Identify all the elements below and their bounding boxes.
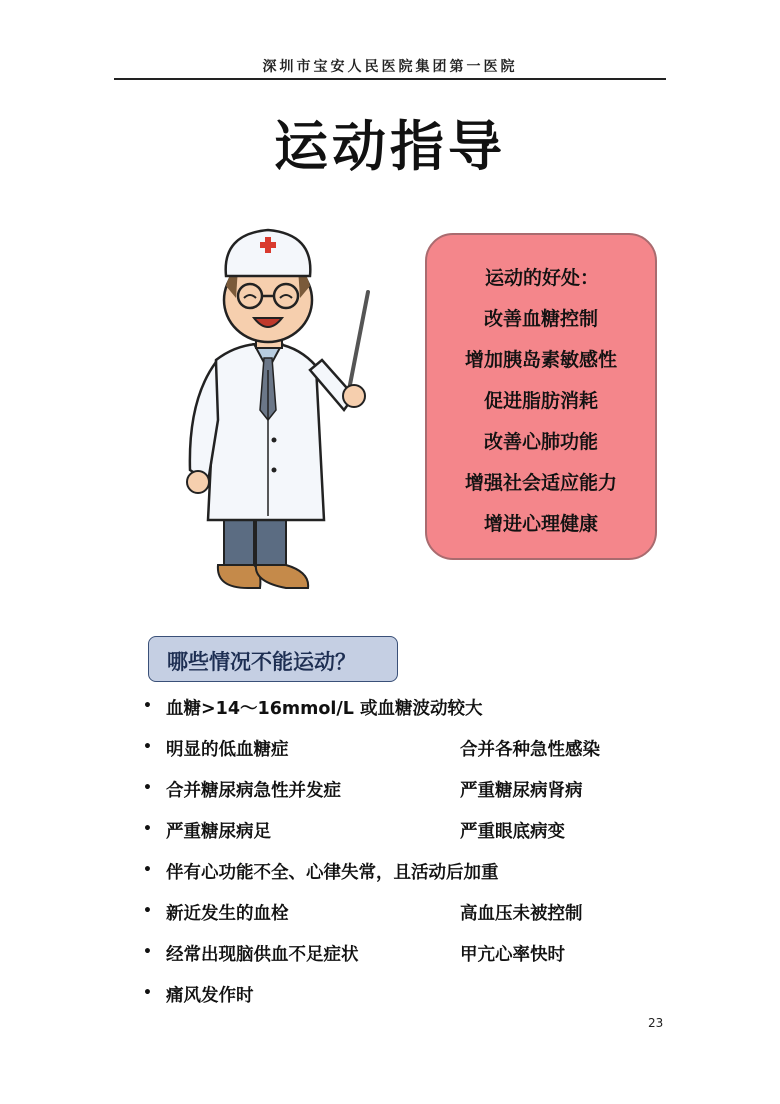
list-item-right: 高血压未被控制 [460, 904, 583, 924]
list-item-left: 经常出现脑供血不足症状 [166, 945, 359, 965]
list-item [0, 859, 780, 900]
benefit-item: 改善血糖控制 [483, 308, 598, 330]
bullet-icon: • [143, 862, 152, 878]
list-item [0, 695, 780, 736]
benefit-item: 改善心肺功能 [483, 431, 598, 453]
list-item-left: 血糖>14～16mmol/L 或血糖波动较大 [166, 699, 483, 719]
page-title: 运动指导 [274, 115, 506, 178]
list-item-right: 合并各种急性感染 [460, 740, 600, 760]
benefit-item: 增加胰岛素敏感性 [464, 349, 617, 371]
benefits-box [425, 233, 657, 560]
list-item [0, 736, 780, 777]
benefits-title: 运动的好处： [485, 267, 600, 289]
bullet-icon: • [143, 985, 152, 1001]
page-number: 23 [648, 1016, 664, 1030]
bullet-icon: • [143, 903, 152, 919]
hospital-header: 深圳市宝安人民医院集团第一医院 [262, 59, 518, 75]
header-divider [114, 78, 666, 80]
bullet-icon: • [143, 698, 152, 714]
bullet-icon: • [143, 739, 152, 755]
bullet-icon: • [143, 780, 152, 796]
list-item [0, 777, 780, 818]
list-item-left: 明显的低血糖症 [166, 740, 289, 760]
bullet-icon: • [143, 944, 152, 960]
list-item-left: 合并糖尿病急性并发症 [166, 781, 341, 801]
doctor-with-pointer-icon [176, 220, 396, 600]
benefits-list [427, 305, 655, 551]
list-item-left: 严重糖尿病足 [166, 822, 271, 842]
list-item-right: 严重糖尿病肾病 [460, 781, 583, 801]
list-item-left: 痛风发作时 [166, 986, 254, 1006]
contraindications-title: 哪些情况不能运动？ [167, 650, 356, 674]
contraindications-heading-box [148, 636, 398, 682]
benefit-item: 增进心理健康 [483, 513, 598, 535]
benefit-item: 促进脂肪消耗 [483, 390, 598, 412]
list-item-left: 伴有心功能不全、心律失常，且活动后加重 [166, 863, 499, 883]
list-item-left: 新近发生的血栓 [166, 904, 289, 924]
list-item [0, 818, 780, 859]
bullet-icon: • [143, 821, 152, 837]
list-item-right: 严重眼底病变 [460, 822, 565, 842]
contraindications-list [0, 695, 780, 1023]
list-item-right: 甲亢心率快时 [460, 945, 565, 965]
benefit-item: 增强社会适应能力 [464, 472, 617, 494]
list-item [0, 900, 780, 941]
list-item [0, 941, 780, 982]
